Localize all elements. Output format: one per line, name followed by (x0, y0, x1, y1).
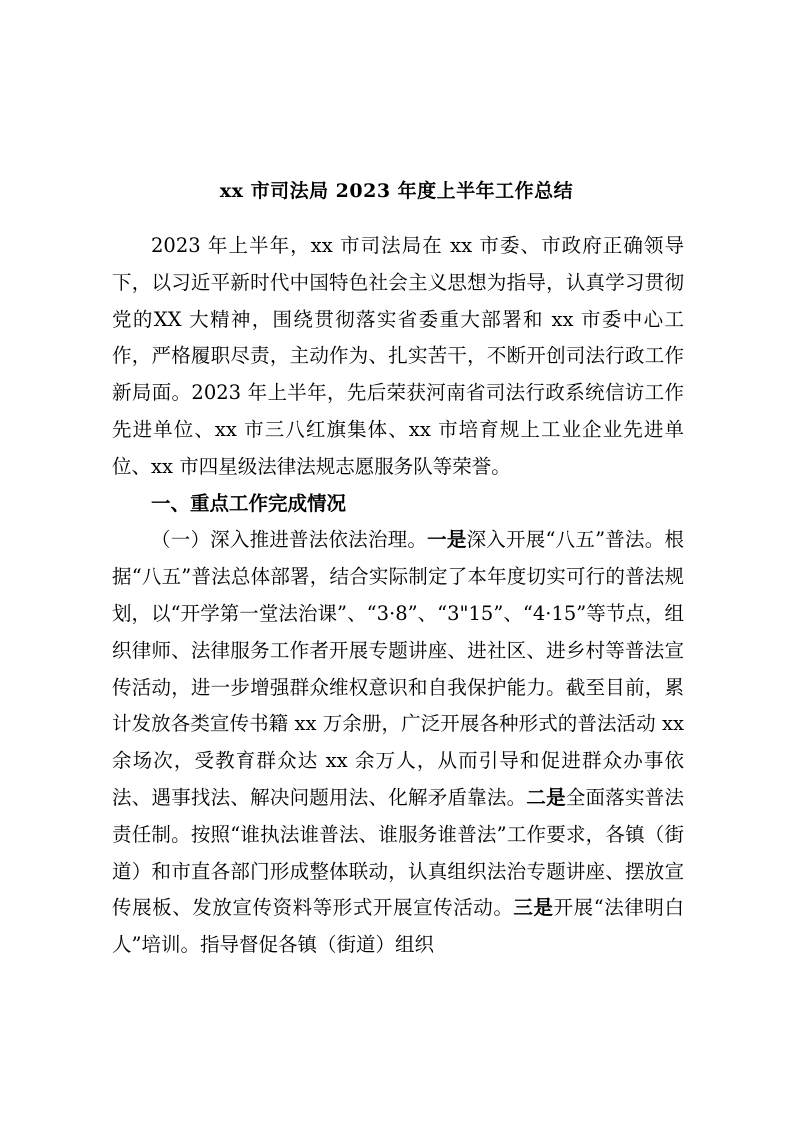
intro-paragraph: 2023 年上半年，xx 市司法局在 xx 市委、市政府正确领导下，以习近平新时代中国特色社会主义思想为指导，认真学习贯彻党的XX 大精神，围绕贯彻落实省委重大部署和 xx 市委中心工作，严格履职尽责，主动作为、扎实苦干，不断开创司法行政工作新局面。2023 年上半年，先后荣获河南省司法行政系统信访工作先进单位、xx 市三八红旗集体、xx 市培育规上工业企业先进单位、xx 市四星级法律法规志愿服务队等荣誉。 (112, 234, 684, 478)
point-three-label: 三是 (513, 896, 554, 920)
point-two-label: 二是 (526, 785, 566, 809)
section-heading: 一、重点工作完成情况 (151, 491, 347, 515)
document-body (112, 228, 684, 964)
point-one-text: 深入开展“八五”普法。根据“八五”普法总体部署，结合实际制定了本年度切实可行的普法规划，以“开学第一堂法治课”、“3·8”、“3"15”、“4·15”等节点，组织律师、法律服务工作者开展专题讲座、进社区、进乡村等普法宣传活动，进一步增强群众维权意识和自我保护能力。截至目前，累计发放各类宣传书籍 xx 万余册，广泛开展各种形式的普法活动 xx 余场次，受教育群众达 xx 余万人，从而引导和促进群众办事依法、遇事找法、解决问题用法、化解矛盾靠法。 (112, 528, 684, 809)
point-two-text: 全面落实普法责任制。按照“谁执法谁普法、谁服务谁普法”工作要求，各镇（街道）和市直各部门形成整体联动，认真组织法治专题讲座、摆放宣传展板、发放宣传资料等形式开展宣传活动。 (112, 785, 684, 920)
point-three-text: 开展“法律明白人”培训。指导督促各镇（街道）组织 (112, 896, 684, 957)
subsection-heading: （一）深入推进普法依法治理。 (151, 528, 428, 552)
document-title: xx 市司法局 2023 年度上半年工作总结 (219, 180, 574, 202)
point-one-label: 一是 (427, 528, 467, 552)
subsection-paragraph (112, 522, 684, 964)
